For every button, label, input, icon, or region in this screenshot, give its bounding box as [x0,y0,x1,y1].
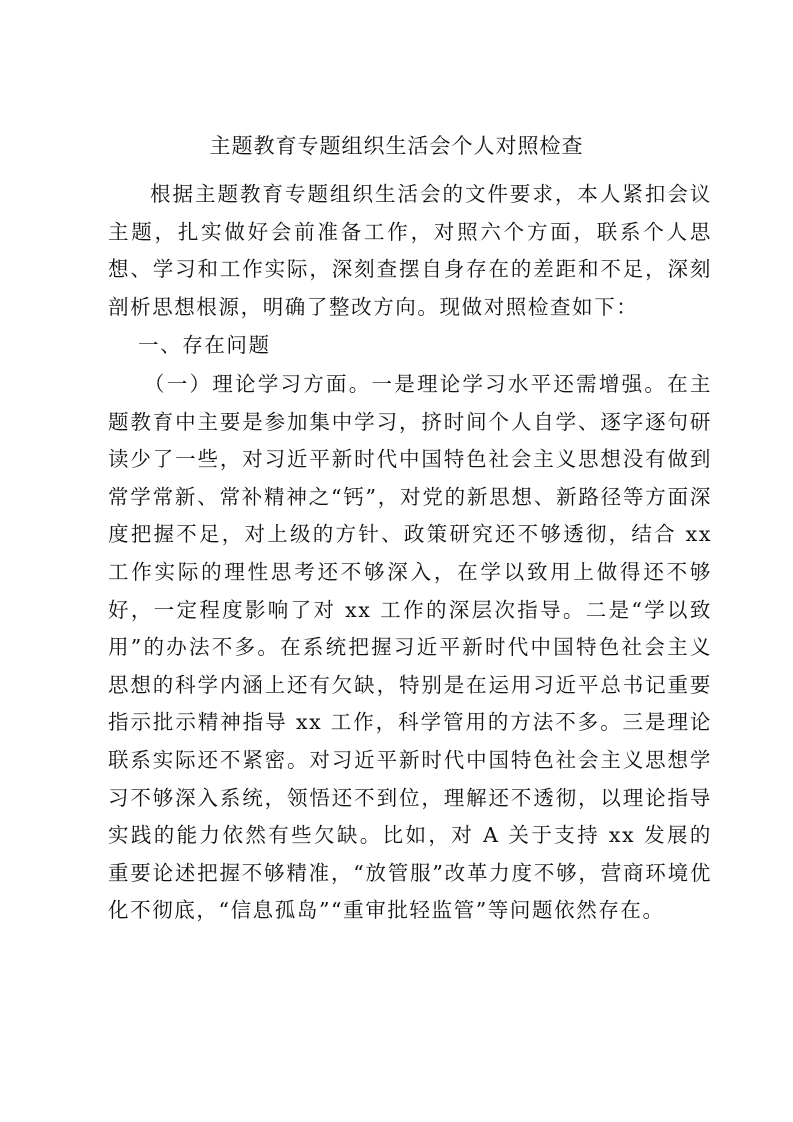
intro-paragraph: 根据主题教育专题组织生活会的文件要求，本人紧扣会议主题，扎实做好会前准备工作，对照六个方面，联系个人思想、学习和工作实际，深刻查摆自身存在的差距和不足，深刻剖析思想根源，明确了整改方向。现做对照检查如下： [108,182,712,319]
section-heading: 一、存在问题 [138,333,271,357]
document-title: 主题教育专题组织生活会个人对照检查 [209,134,584,158]
theory-study-paragraph: （一）理论学习方面。一是理论学习水平还需增强。在主题教育中主要是参加集中学习，挤时间个人自学、逐字逐句研读少了一些，对习近平新时代中国特色社会主义思想没有做到常学常新、常补精神之“钙”，对党的新思想、新路径等方面深度把握不足，对上级的方针、政策研究还不够透彻，结合 xx 工作实际的理性思考还不够深入，在学以致用上做得还不够好，一定程度影响了对 xx 工作的深层次指导。二是“学以致用”的办法不多。在系统把握习近平新时代中国特色社会主义思想的科学内涵上还有欠缺，特别是在运用习近平总书记重要指示批示精神指导 xx 工作，科学管用的方法不多。三是理论联系实际还不紧密。对习近平新时代中国特色社会主义思想学习不够深入系统，领悟还不到位，理解还不透彻，以理论指导实践的能力依然有些欠缺。比如，对 A 关于支持 xx 发展的重要论述把握不够精准，“放管服”改革力度不够，营商环境优化不彻底，“信息孤岛”“重审批轻监管”等问题依然存在。 [108,372,712,923]
